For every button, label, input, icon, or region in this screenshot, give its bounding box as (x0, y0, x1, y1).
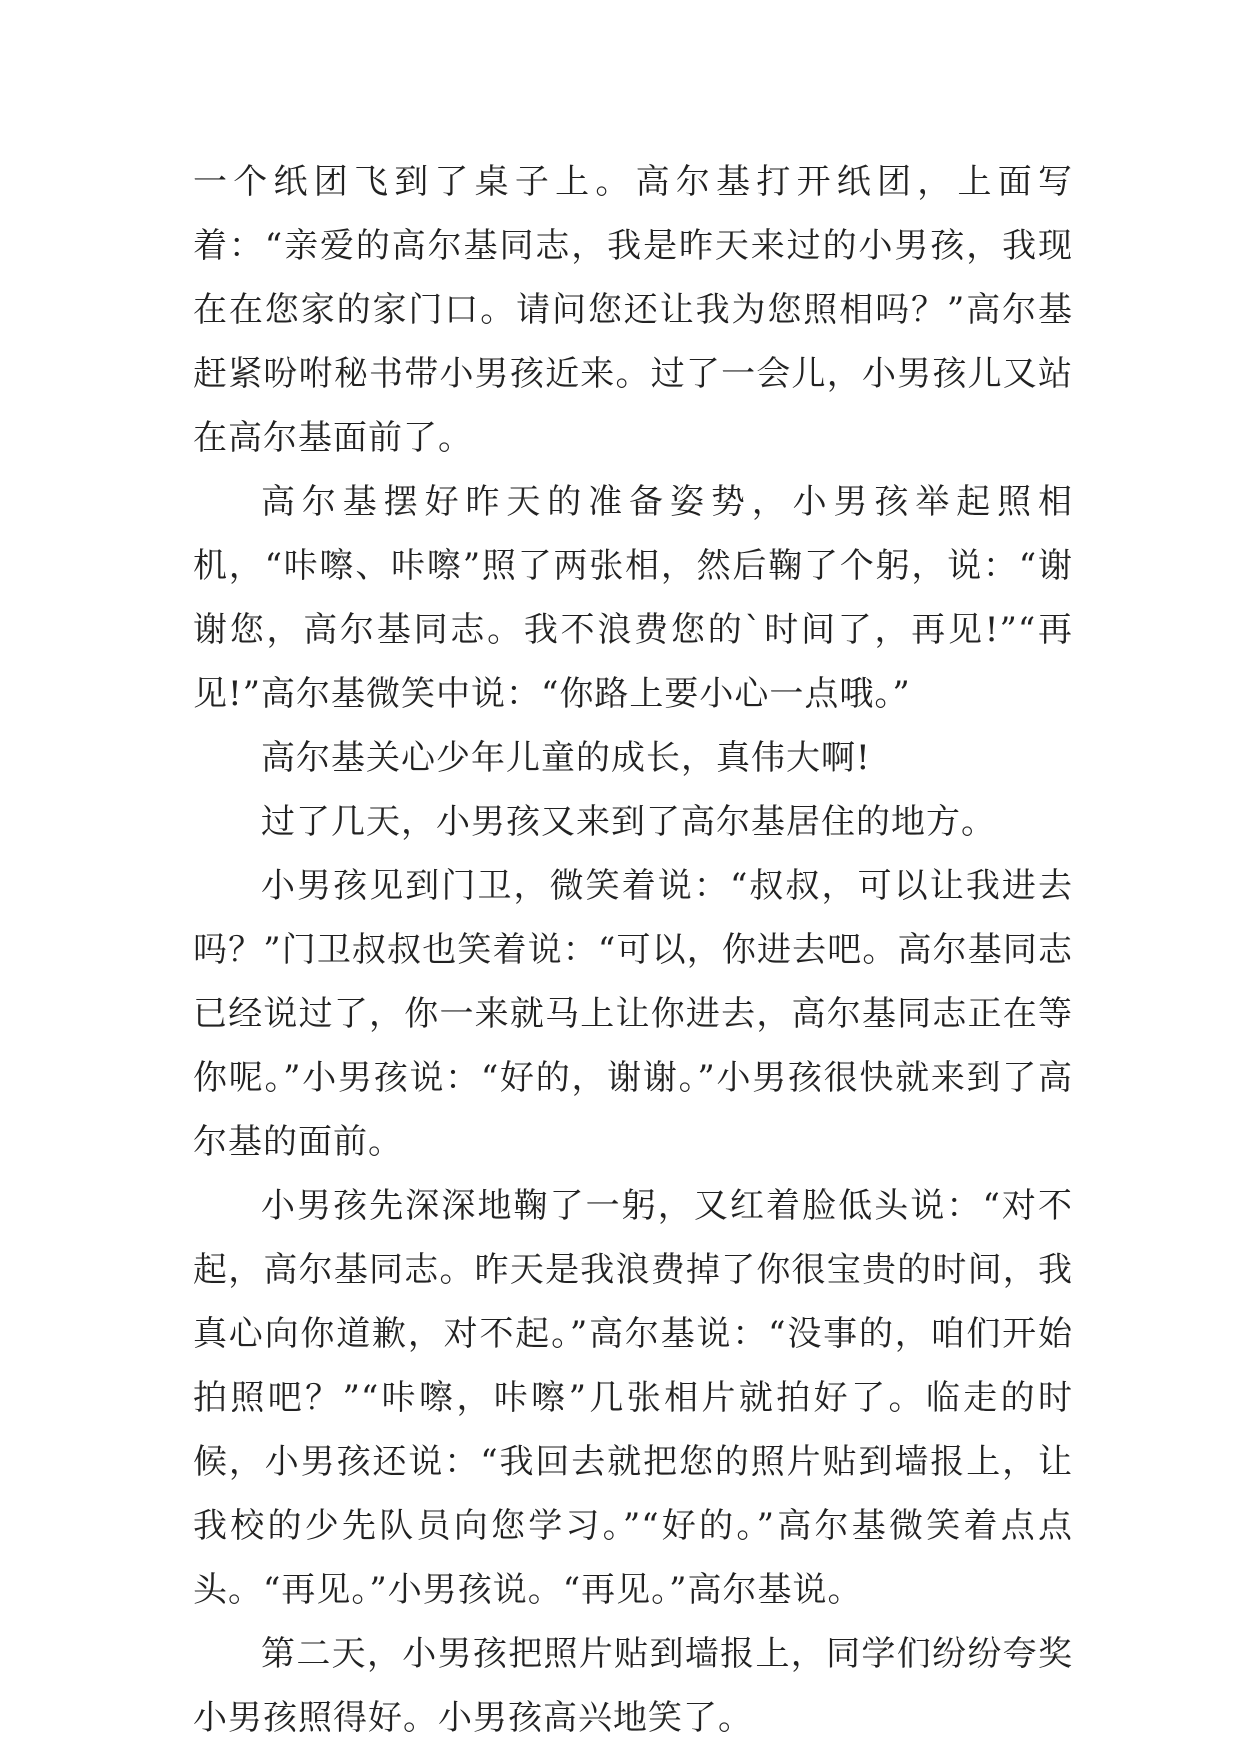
paragraph: 第二天，小男孩把照片贴到墙报上，同学们纷纷夸奖小男孩照得好。小男孩高兴地笑了。 (193, 1634, 1073, 1738)
paragraph: 高尔基关心少年儿童的成长，真伟大啊! (261, 738, 871, 778)
paragraph: 一个纸团飞到了桌子上。高尔基打开纸团，上面写着：“亲爱的高尔基同志，我是昨天来过的小男孩，我现在在您家的家门口。请问您还让我为您照相吗？”高尔基赶紧吩咐秘书带小男孩近来。过了一会儿，小男孩儿又站在高尔基面前了。 (193, 162, 1073, 458)
document-body (193, 150, 1073, 1750)
paragraph: 高尔基摆好昨天的准备姿势，小男孩举起照相机，“咔嚓、咔嚓”照了两张相，然后鞠了个躬，说：“谢谢您，高尔基同志。我不浪费您的`时间了，再见!”“再见!”高尔基微笑中说：“你路上要小心一点哦。” (193, 482, 1073, 714)
paragraph: 过了几天，小男孩又来到了高尔基居住的地方。 (261, 802, 996, 842)
paragraph: 小男孩先深深地鞠了一躬，又红着脸低头说：“对不起，高尔基同志。昨天是我浪费掉了你很宝贵的时间，我真心向你道歉，对不起。”高尔基说：“没事的，咱们开始拍照吧？”“咔嚓，咔嚓”几张相片就拍好了。临走的时候，小男孩还说：“我回去就把您的照片贴到墙报上，让我校的少先队员向您学习。”“好的。”高尔基微笑着点点头。“再见。”小男孩说。“再见。”高尔基说。 (193, 1186, 1073, 1610)
paragraph: 小男孩见到门卫，微笑着说：“叔叔，可以让我进去吗？”门卫叔叔也笑着说：“可以，你进去吧。高尔基同志已经说过了，你一来就马上让你进去，高尔基同志正在等你呢。”小男孩说：“好的，谢谢。”小男孩很快就来到了高尔基的面前。 (193, 866, 1073, 1162)
